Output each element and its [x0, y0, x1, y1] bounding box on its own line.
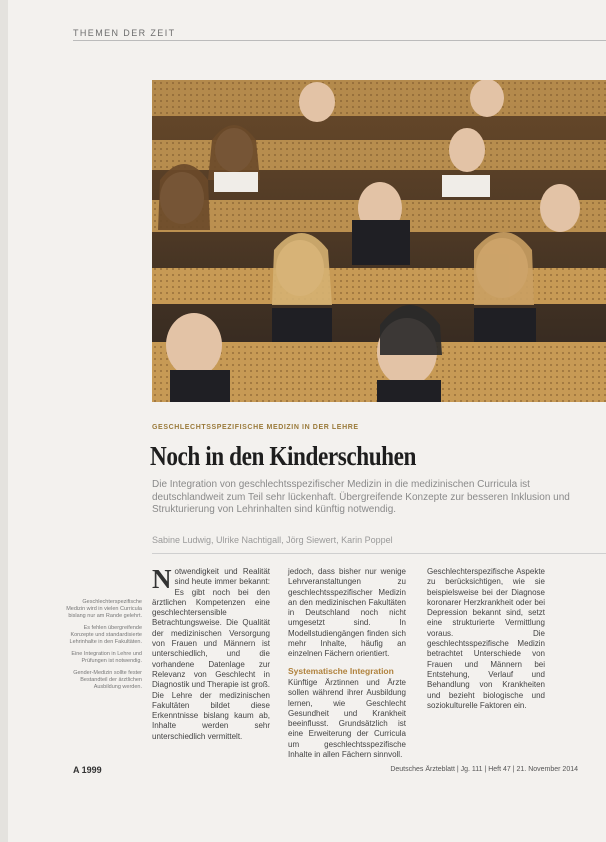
- sidebar-note: Eine Integration in Lehre und Prüfungen ist notwendig.: [71, 651, 142, 664]
- sidebar-note: Geschlechterspezifische Medizin wird in vielen Curricula bislang nur am Rande gelehrt.: [66, 599, 142, 619]
- article-authors: Sabine Ludwig, Ulrike Nachtigall, Jörg Siewert, Karin Poppel: [152, 535, 393, 545]
- body-text: otwendigkeit und Realität sind heute immer bekannt: Es gibt noch bei den ärztlichen Kompetenzen eine geschlechtersensible Betrachtungsweise. Die Qualität der medizinischen Versorgung von Frauen und Männern ist unterschiedlich, und die vorhandene Datenlage zur Relevanz von Geschlecht in Diagnostik und Therapie ist groß. Die Lehre der medizinischen Fakultäten bildet diese Erkenntnisse bislang kaum ab, Inhalte werden sehr unterschiedlich vermittelt.: [152, 567, 270, 741]
- body-text: jedoch, dass bisher nur wenige Lehrveranstaltungen zu geschlechtsspezifischer Medizin an den medizinischen Fakultäten in Deutschland noch nicht umgesetzt sind. In Modellstudiengängen finden sich mehr Inhalte, häufig an einzelnen Fächern orientiert.: [288, 567, 406, 659]
- page-number: A 1999: [73, 765, 102, 775]
- drop-cap: N: [152, 564, 172, 594]
- body-text: Geschlechterspezifische Aspekte zu berücksichtigen, wie sie beispielsweise bei der Diagnose koronarer Herzkrankheit oder bei Depression bekannt sind, setzt eine strukturierte Vermittlung voraus. Die geschlechtsspezifische Medizin betrachtet Unterschiede von Frauen und Männern bei Entstehung, Verlauf und Behandlung von Krankheiten und bezieht biologische und soziokulturelle Faktoren ein.: [427, 567, 545, 710]
- sidebar-note: Gender-Medizin sollte fester Bestandteil der ärztlichen Ausbildung werden.: [73, 670, 142, 690]
- hero-photo: [152, 80, 606, 402]
- article-lead: Die Integration von geschlechtsspezifischer Medizin in die medizinischen Curricula ist deutschlandweit zum Teil sehr lückenhaft. Übergreifende Konzepte zur besseren Inklusion und Strukturierung von Lehrinhalten sind künftig notwendig.: [152, 479, 570, 515]
- article-headline: Noch in den Kinderschuhen: [150, 441, 417, 471]
- body-text: Künftige Ärztinnen und Ärzte sollen während ihrer Ausbildung lernen, wie Geschlecht Gesundheit und Krankheit beeinflusst. Grundsätzlich ist eine Erweiterung der Curricula um geschlechtsspezifische Inhalte in allen Fächern sinnvoll.: [288, 677, 406, 760]
- sidebar-note: Es fehlen übergreifende Konzepte und standardisierte Lehrinhalte in den Fakultäten.: [69, 625, 142, 645]
- lecture-hall-image: [152, 80, 606, 402]
- page-edge: [0, 0, 8, 842]
- article-kicker: GESCHLECHTSSPEZIFISCHE MEDIZIN IN DER LEHRE: [152, 424, 359, 431]
- section-label: THEMEN DER ZEIT: [73, 28, 176, 38]
- body-column-2: [288, 567, 406, 760]
- sidebar-notes: [64, 599, 142, 696]
- body-column-3: [427, 567, 545, 711]
- lead-divider: [152, 553, 606, 554]
- body-column-1: [152, 564, 270, 742]
- journal-citation: Deutsches Ärzteblatt | Jg. 111 | Heft 47 | 21. November 2014: [390, 766, 578, 773]
- section-subhead: Systematische Integration: [288, 665, 394, 676]
- section-divider: [73, 40, 606, 41]
